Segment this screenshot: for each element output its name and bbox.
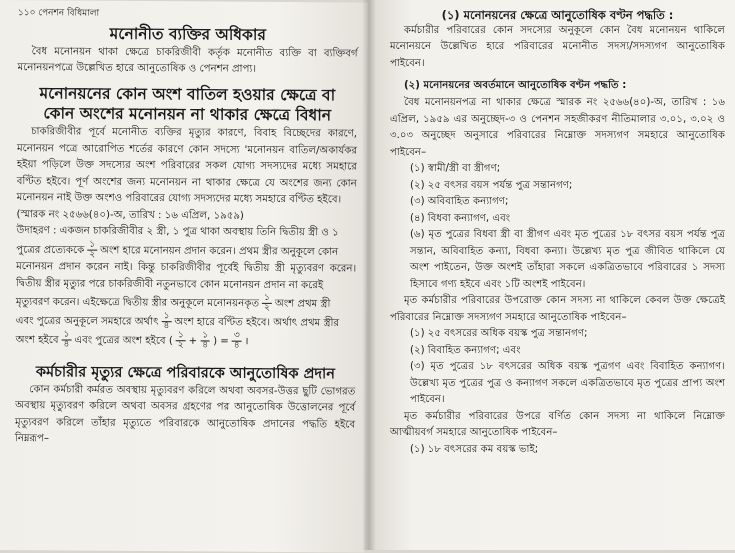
list-item: (২) ২৫ বৎসর বয়স পর্যন্ত পুত্র সন্তানগণ; (410, 179, 573, 191)
heading-nominee-rights: মনোনীত ব্যক্তির অধিকার (109, 24, 266, 44)
list-item: (১) ১৮ বৎসরের কম বয়স্ক ভাই; (410, 443, 539, 455)
example-line-5: এবং পুত্রের অনুকূলে সমহারে অর্থাৎ $\frac{১}{৪}$ অংশ হারে বণ্টিত হইবে। অর্থাৎ প্রথম স্ত্রীর (15, 311, 340, 332)
heading-no-nomination: কোন অংশের মনোনয়ন না থাকার ক্ষেত্রে বিধান (43, 104, 332, 125)
example-line-4: মৃত্যুবরণ করেন। এইক্ষেত্রে দ্বিতীয় স্ত্রীর অনুকূলে মনোনয়নকৃত $\frac{১}{২}$ অংশ প্রথম স্ত্রী (15, 292, 331, 313)
fraction-quarter: $\frac{১}{৪}$ (163, 311, 170, 332)
memo-reference: (স্মারক নং ২৫৬৬(৪০)-অ, তারিখ : ১৬ এপ্রিল, ১৯৫৯) (16, 209, 244, 222)
fraction-half-2: $\frac{১}{২}$ (263, 292, 270, 313)
paragraph-nomination-rules: চাকরিজীবীর পূর্বে মনোনীত ব্যক্তির মৃত্যুর কারণে, বিবাহ বিচ্ছেদের কারণে, মনোনয়ন পত্রে আরোপিত শর্তের কারণে কোন সদস্যে 'মনোনয়ন বাতিল/অকার্যকর হইয়া পড়িলে উক্ত সদস্যের অংশ পরিবারের সকল যোগ্য সদস্যদের মধ্যে সমহারে বণ্টিত হইবে। পূর্ণ অংশের জন্য মনোনয়ন না থাকার ক্ষেত্রে যে অংশের জন্য কোন মনোনয়ন নাই উক্ত অংশও পরিবারের যোগ্য সদস্যদের মধ্যে সমহারে বণ্টিত হইবে। (16, 126, 358, 206)
list-item: (৩) অবিবাহিত কন্যাগণ; (410, 196, 509, 208)
example-line-3: মনোনয়ন প্রদান করেন নাই। কিন্তু চাকরিজীবীর পূর্বেই দ্বিতীয় স্ত্রী মৃত্যুবরণ করেন। দ্বিতীয় স্ত্রীর মৃত্যুর পরে চাকরিজীবী নতুনভাবে কোন মনোনয়ন প্রদান না করেই (15, 261, 357, 291)
fraction-quarter-2: $\frac{১}{৪}$ (63, 329, 70, 350)
list-item: (১) স্বামী/স্ত্রী বা স্ত্রীগণ; (410, 163, 501, 175)
heading-nomination-cancel: মনোনয়নের কোন অংশ বাতিল হওয়ার ক্ষেত্রে বা (39, 83, 336, 104)
example-line-2: পুত্রের প্রত্যেককে $\frac{১}{২}$ অংশ হারে মনোনয়ন প্রদান করেন। প্রথম স্ত্রীর অনুকূলে কোন (16, 239, 339, 260)
list-item: (৪) বিধবা কন্যাগণ, এবং (410, 212, 511, 224)
right-page (368, 0, 735, 550)
list-item: (১) ২৫ বৎসরের অধিক বয়স্ক পুত্র সন্তানগণ; (410, 328, 588, 340)
example-line-6: অংশ হইবে $\frac{১}{৪}$ এবং পুত্রের অংশ হইবে ( $\frac{১}{২}$ + $\frac{১}{৪}$ ) = $\frac{৩}{৪}$ । (15, 329, 249, 351)
paragraph-secondary-members: মৃত কর্মচারীর পরিবারের উপরোক্ত কোন সদস্য না থাকিলে কেবল উক্ত ক্ষেত্রেই পরিবারের নিম্নোক্ত সদস্যগণ সমহারে আনুতোষিক পাইবেন– (390, 295, 725, 323)
fraction-half: $\frac{১}{২}$ (89, 239, 96, 260)
list-item: (২) বিবাহিত কন্যাগণ; এবং (410, 344, 521, 356)
heading-gratuity-family: কর্মচারীর মৃত্যুর ক্ষেত্রে পরিবারকে আনুতোষিক প্রদান (35, 364, 335, 383)
fraction-half-3: $\frac{১}{২}$ (177, 330, 184, 351)
paragraph-no-nomination-distribution: বৈধ মনোনয়নপত্র না থাকার ক্ষেত্রে স্মারক নং ২৫৬৬(৪০)-অ, তারিখ : ১৬ এপ্রিল, ১৯৫৯ এর অনুচ্ছেদ-৩ ও পেনশন সহজীকরণ নীতিমালার ৩.০১, ৩.০২ ও ৩.০৩ অনুচ্ছেদ অনুসারে পরিবারের নিম্নোক্ত সদস্যগণ সমহারে আনুতোষিক পাইবেন– (390, 97, 725, 158)
heading-no-nomination-distribution: (২) মনোনয়নের অবর্তমানে আনুতোষিক বণ্টন পদ্ধতি : (404, 80, 627, 92)
fraction-quarter-3: $\frac{১}{৪}$ (202, 330, 209, 351)
paragraph-gratuity-family: কোন কর্মচারী কর্মরত অবস্থায় মৃত্যুবরণ করিলে অথবা অবসর-উত্তর ছুটি ভোগরত অবস্থায় মৃত্যুবরণ করিলে অথবা অবসর গ্রহণের পর আনুতোষিক উত্তোলনের পূর্বে মৃত্যুবরণ করিলে তাঁহার মৃত্যুতে পরিবারকে আনুতোষিক প্রদানের পদ্ধতি হইবে নিম্নরূপ– (14, 384, 356, 445)
list-item: (৬) মৃত পুত্রের বিধবা স্ত্রী বা স্ত্রীগণ এবং মৃত পুত্রের ১৮ বৎসর বয়স পর্যন্ত পুত্র সন্তান, অবিবাহিত কন্যা, বিধবা কন্যা। উল্লেখ্য মৃত পুত্র জীবিত থাকিলে যে অংশ পাইতেন, উক্ত অংশই তাঁহারা সকলে একত্রিতভাবে পরিবারের ১ সদস্য হিসাবে গণ্য হইবে এবং ১টি অংশই পাইবেন। (410, 229, 725, 290)
paragraph-nominee-rights: বৈধ মনোনয়ন থাকা ক্ষেত্রে চাকরিজীবী কর্তৃক মনোনীত ব্যক্তি বা ব্যক্তিবর্গ মনোনয়নপত্রে উল্লেখিত হারে আনুতোষিক ও পেনশন প্রাপ্য। (17, 45, 358, 75)
paragraph-relatives: মৃত কর্মচারীর পরিবারের উপরে বর্ণিত কোন সদস্য না থাকিলে নিম্নোক্ত আত্মীয়বর্গ সমহারে আনুতোষিক পাইবেন– (390, 410, 725, 439)
running-head: ১১০ পেনশন বিধিমালা (17, 8, 100, 19)
heading-nomination-distribution: (১) মনোনয়নের ক্ষেত্রে আনুতোষিক বণ্টন পদ্ধতি : (441, 8, 674, 22)
fraction-three-quarter: $\frac{৩}{৪}$ (233, 330, 240, 351)
example-line-1: উদাহরণ : একজন চাকরিজীবীর ২ স্ত্রী, ১ পুত্র থাকা অবস্থায় তিনি দ্বিতীয় স্ত্রী ও ১ (16, 225, 339, 239)
paragraph-nomination-distribution: কর্মচারীর পরিবারের কোন সদস্যের অনুকূলে কোন বৈধ মনোনয়ন থাকিলে মনোনয়নে উল্লেখিত হারে পরিবারের মনোনীত সদস্য/সদস্যগণ আনুতোষিক পাইবেন। (390, 24, 725, 69)
list-item: (৩) মৃত পুত্রের ১৮ বৎসরের অধিক বয়স্ক পুত্রগণ এবং বিবাহিত কন্যাগণ। উল্লেখ্য মৃত পুত্রের পুত্র ও কন্যাগণ সকলে একত্রিতভাবে মৃত পুত্রের প্রাপ্য অংশ পাইবেন। (410, 361, 725, 406)
